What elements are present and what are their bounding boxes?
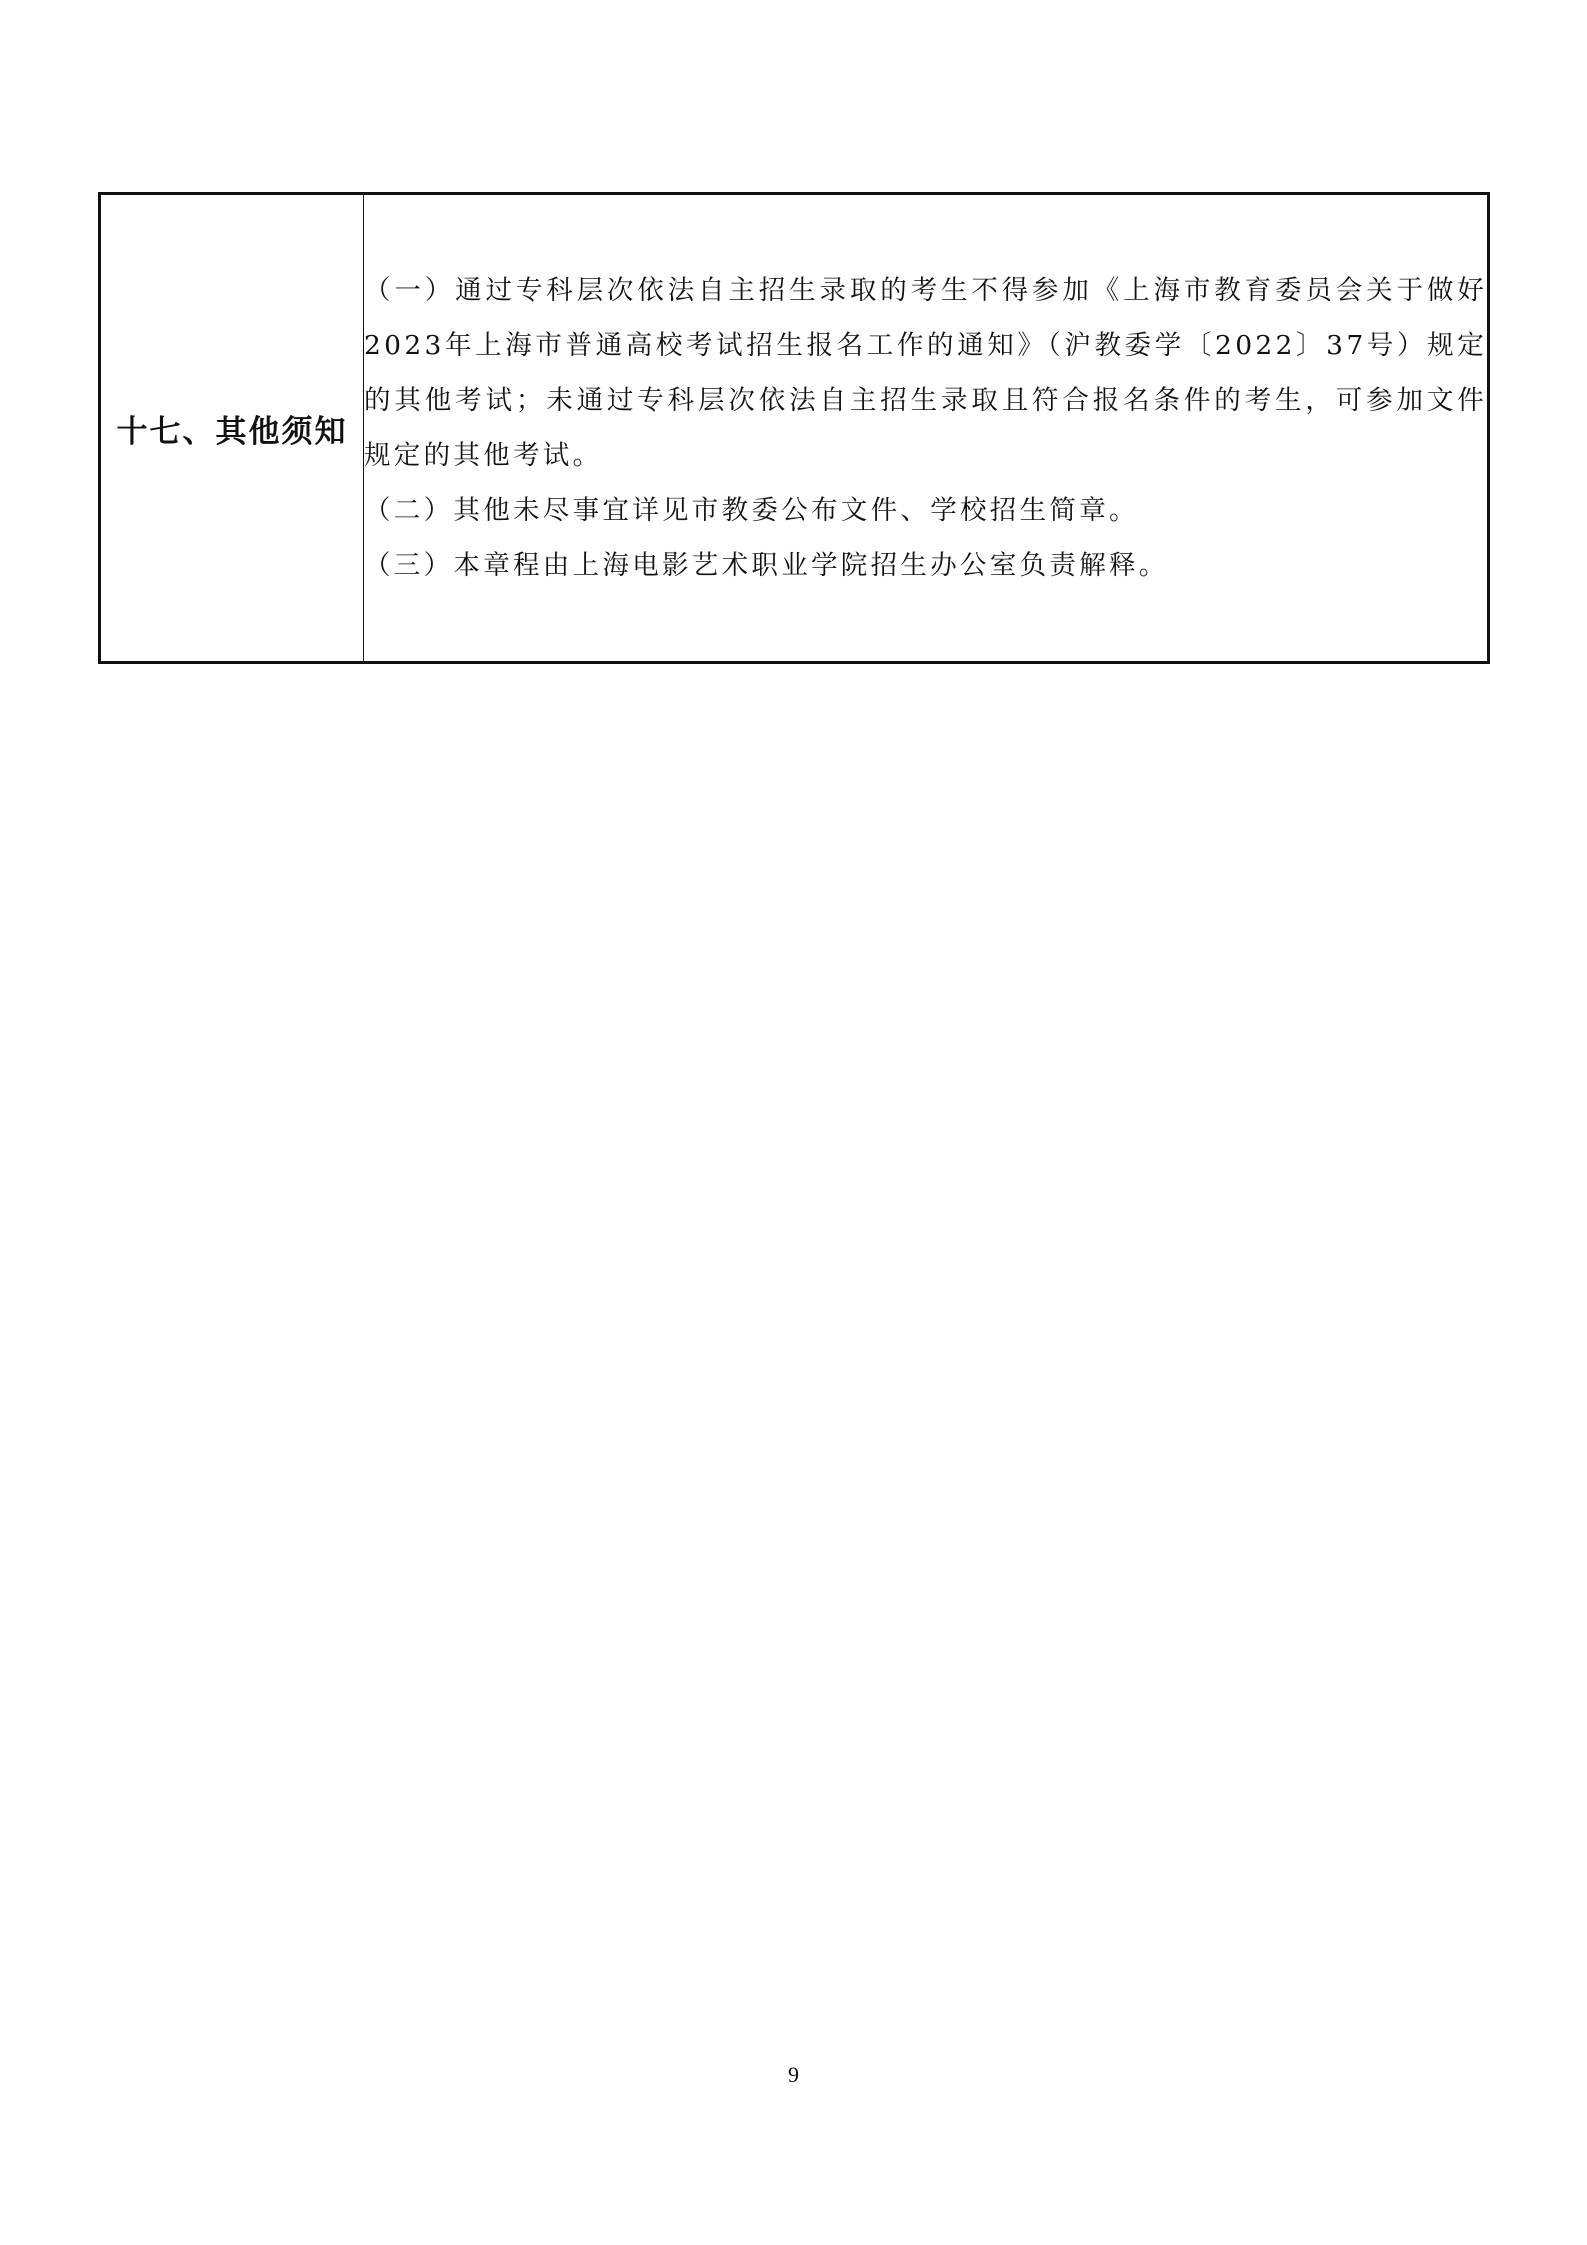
paragraph-2: （二）其他未尽事宜详见市教委公布文件、学校招生简章。 <box>364 495 1139 526</box>
notice-table <box>98 192 1490 664</box>
section-content <box>364 194 1489 663</box>
table-row <box>100 194 1489 663</box>
paragraph-3: （三）本章程由上海电影艺术职业学院招生办公室负责解释。 <box>364 550 1169 581</box>
section-label: 十七、其他须知 <box>100 194 364 663</box>
paragraph-1: （一）通过专科层次依法自主招生录取的考生不得参加《上海市教育委员会关于做好2023年上海市普通高校考试招生报名工作的通知》（沪教委学〔2022〕37号）规定的其他考试；未通过专科层次依法自主招生录取且符合报名条件的考生，可参加文件规定的其他考试。 <box>364 275 1487 471</box>
page-number: 9 <box>788 2062 799 2087</box>
